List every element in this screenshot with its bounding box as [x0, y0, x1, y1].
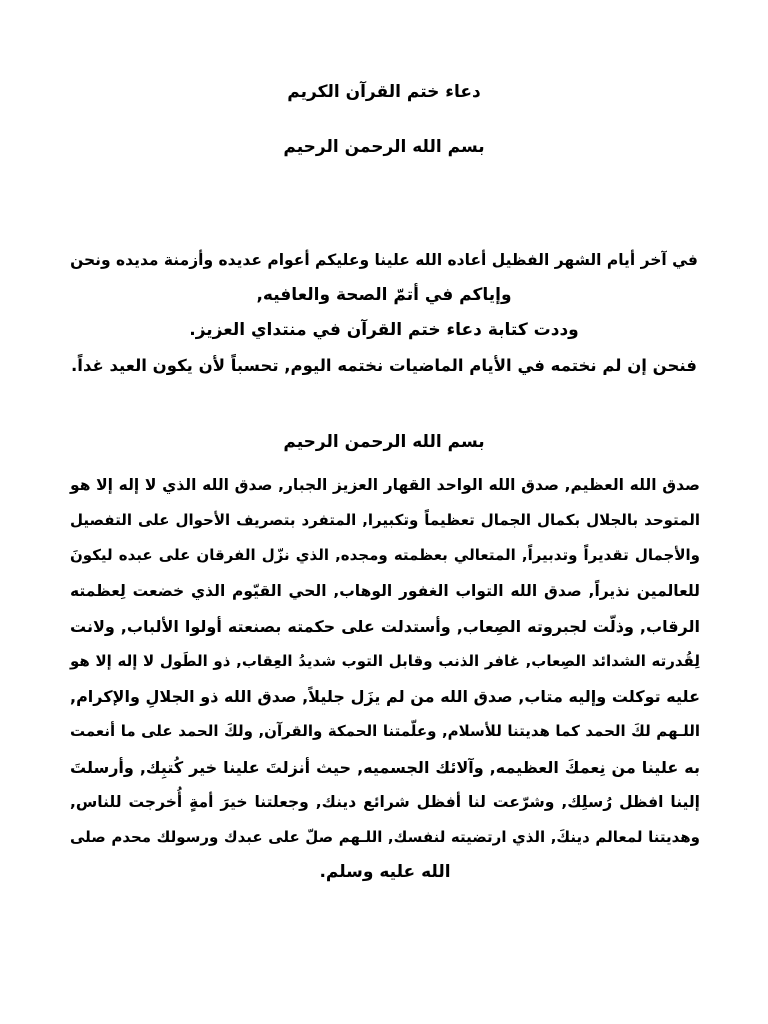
intro-line: في آخر أيام الشهر الفظيل أعاده الله علينا وعليكم أعوام عديده وأزمنة مديده ونحن — [70, 251, 698, 269]
document-title: دعاء ختم القرآن الكريم — [287, 82, 481, 102]
basmala-heading: بسم الله الرحمن الرحيم — [283, 137, 485, 157]
dua-line: اللـهم لكَ الحمد كما هديتنا للأسلام, وعلّمتنا الحمكة والقرآن, ولكَ الحمد على ما أنعمت — [70, 722, 700, 741]
dua-line: والأجمال تقديراً وتدبيراً, المتعالي بعظمته ومجده, الذي نزّل الفرقان على عبده ليكونَ — [70, 546, 700, 565]
dua-line: الرقاب, وذلّت لجبروته الصِعاب, وأستدلت على حكمته بصنعته أولوا الألباب, ولانت — [70, 616, 700, 636]
dua-line: صدق الله العظيم, صدق الله الواحد القهار العزيز الجبار, صدق الله الذي لا إله إلا هو — [70, 476, 700, 494]
dua-line: للعالمين نذيراً, صدق الله التواب الغفور الوهاب, الحي القيّوم الذي خضعت لِعظمته — [70, 581, 700, 600]
intro-line: فنحن إن لم نختمه في الأيام الماضيات نختمه اليوم, تحسباً لأن يكون العيد غداً. — [71, 356, 697, 375]
intro-paragraph — [70, 243, 698, 383]
intro-line: وإياكم في أتمّ الصحة والعافيه, — [256, 285, 512, 305]
intro-line: وددت كتابة دعاء ختم القرآن في منتداي العزيز. — [189, 320, 579, 340]
dua-line: به علينا من نِعمكَ العظيمه, وآلائك الجسميه, حيث أنزلتَ علينا خير كُتبِك, وأرسلتَ — [70, 757, 700, 777]
dua-line: لِقُدرته الشدائد الصِعاب, غافر الذنب وقابل التوب شديدُ العِقاب, ذو الطَول لا إله إلا هو — [70, 652, 700, 671]
basmala-second-heading: بسم الله الرحمن الرحيم — [283, 432, 485, 452]
dua-line-last: الله عليه وسلم. — [319, 862, 451, 883]
dua-line: إلينا افظل رُسلِك, وشرّعت لنا أفظل شرائع دينك, وجعلتنا خيرَ أمةٍ أُخرجت للناس, — [70, 792, 700, 811]
dua-line: عليه توكلت وإليه متاب, صدق الله من لم يزَل جليلاً, صدق الله ذو الجلالِ والإكرام, — [70, 687, 700, 707]
dua-line: وهديتنا لمعالم دينكَ, الذي ارتضيته لنفسك, اللـهم صلّ على عبدك ورسولك محدم صلى — [70, 828, 700, 847]
dua-line: المتوحد بالجلال بكمال الجمال تعظيماً وتكبيرا, المتفرد بتصريف الأحوال على التفصيل — [70, 511, 700, 530]
dua-paragraph — [70, 468, 700, 890]
